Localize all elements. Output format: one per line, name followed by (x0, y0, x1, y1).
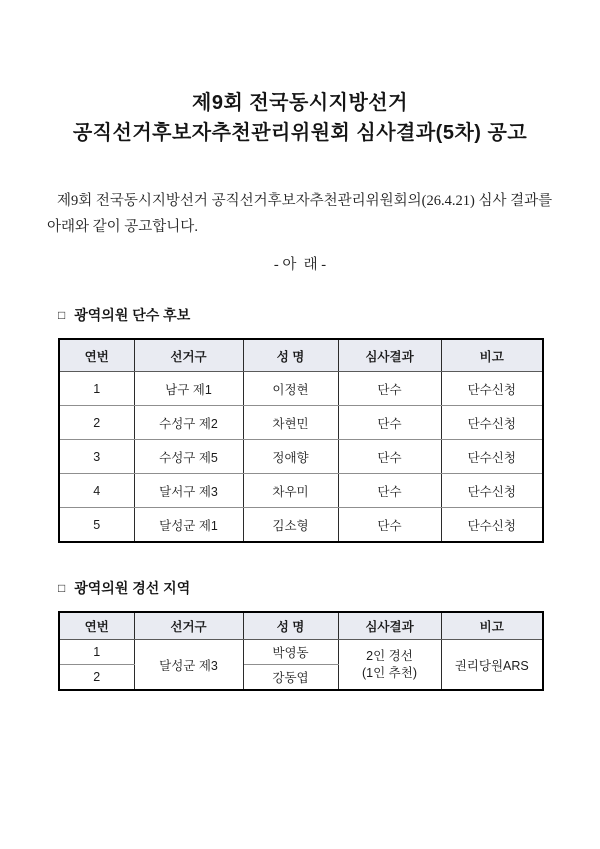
column-header-no: 연번 (59, 339, 134, 372)
cell-district: 수성구 제5 (134, 440, 243, 474)
cell-no: 1 (59, 640, 134, 665)
result-line-2: (1인 추천) (362, 665, 417, 680)
column-header-name: 성 명 (243, 339, 338, 372)
table-row (59, 474, 543, 508)
below-divider-text: - 아 래 - (273, 257, 327, 273)
section-heading-label: 광역의원 경선 지역 (74, 580, 191, 596)
cell-district: 수성구 제2 (134, 406, 243, 440)
column-header-name: 성 명 (243, 612, 338, 640)
cell-no: 4 (59, 474, 134, 508)
cell-name: 이정현 (243, 372, 338, 406)
announcement-paragraph (47, 188, 554, 240)
title-line-1: 제9회 전국동시지방선거 (192, 92, 408, 114)
section-heading-label: 광역의원 단수 후보 (74, 307, 191, 323)
cell-no: 2 (59, 406, 134, 440)
primary-race-table (58, 611, 544, 691)
table-row (59, 440, 543, 474)
cell-result: 단수 (338, 508, 441, 543)
table-row (59, 372, 543, 406)
cell-no: 3 (59, 440, 134, 474)
cell-note: 단수신청 (441, 406, 543, 440)
table-row (59, 406, 543, 440)
column-header-no: 연번 (59, 612, 134, 640)
result-line-1: 2인 경선 (366, 648, 413, 663)
cell-name: 차우미 (243, 474, 338, 508)
cell-no: 5 (59, 508, 134, 543)
section-heading-single-candidates (58, 307, 600, 325)
table-row (59, 508, 543, 543)
cell-no: 1 (59, 372, 134, 406)
cell-name: 정애향 (243, 440, 338, 474)
cell-district: 달성군 제1 (134, 508, 243, 543)
cell-note: 단수신청 (441, 440, 543, 474)
column-header-district: 선거구 (134, 339, 243, 372)
cell-result-merged (338, 640, 441, 691)
single-candidate-table (58, 338, 544, 543)
cell-district: 남구 제1 (134, 372, 243, 406)
cell-result: 단수 (338, 406, 441, 440)
column-header-district: 선거구 (134, 612, 243, 640)
document-title (0, 0, 600, 148)
column-header-result: 심사결과 (338, 339, 441, 372)
column-header-note: 비고 (441, 612, 543, 640)
table-header-row (59, 612, 543, 640)
cell-name: 차현민 (243, 406, 338, 440)
cell-no: 2 (59, 665, 134, 691)
cell-district-merged: 달성군 제3 (134, 640, 243, 691)
square-bullet-icon: □ (58, 581, 66, 595)
table-row (59, 640, 543, 665)
title-line-2: 공직선거후보자추천관리위원회 심사결과(5차) 공고 (72, 122, 528, 144)
cell-note-merged: 권리당원ARS (441, 640, 543, 691)
paragraph-line-2: 아래와 같이 공고합니다. (47, 219, 198, 235)
square-bullet-icon: □ (58, 308, 66, 322)
section-heading-primary-race (58, 580, 600, 598)
cell-result: 단수 (338, 372, 441, 406)
paragraph-line-1: 제9회 전국동시지방선거 공직선거후보자추천관리위원회의(26.4.21) 심사 결과를 (57, 193, 553, 209)
column-header-note: 비고 (441, 339, 543, 372)
cell-district: 달서구 제3 (134, 474, 243, 508)
cell-name: 강동엽 (243, 665, 338, 691)
cell-name: 김소형 (243, 508, 338, 543)
cell-result: 단수 (338, 440, 441, 474)
cell-name: 박영동 (243, 640, 338, 665)
cell-note: 단수신청 (441, 474, 543, 508)
column-header-result: 심사결과 (338, 612, 441, 640)
cell-note: 단수신청 (441, 508, 543, 543)
cell-note: 단수신청 (441, 372, 543, 406)
table-header-row (59, 339, 543, 372)
cell-result: 단수 (338, 474, 441, 508)
